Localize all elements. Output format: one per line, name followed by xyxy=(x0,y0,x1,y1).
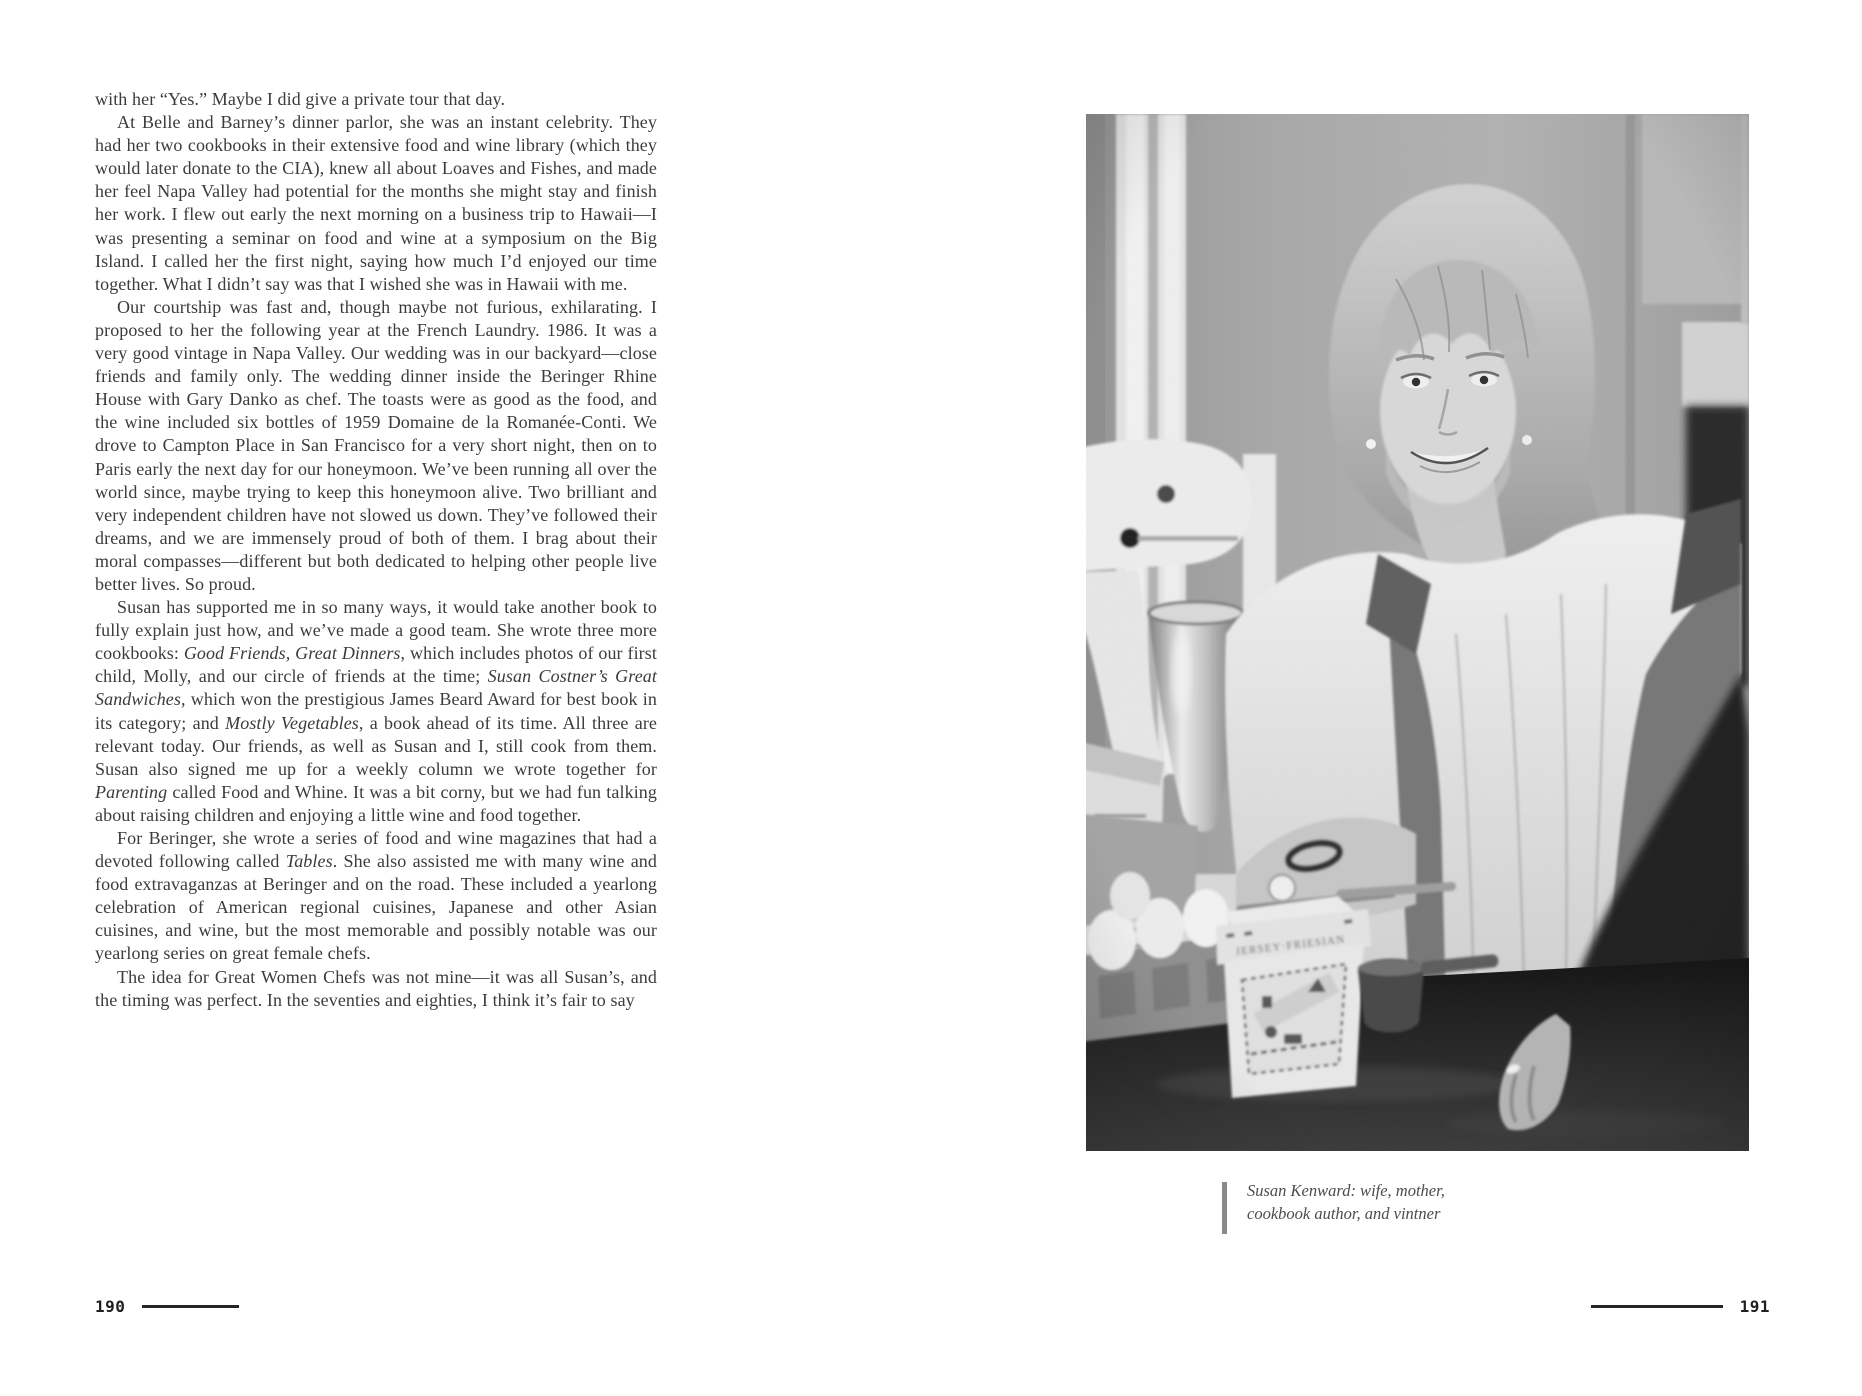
footer-rule-left xyxy=(142,1305,239,1308)
paragraph: For Beringer, she wrote a series of food and wine magazines that had a devoted following called Tables. She also assisted me with many wine and food extravaganzas at Beringer and on the road. These included a yearlong celebration of American regional cuisines, Japanese and other Asian cuisines, and wine, but the most memorable and possibly notable was our yearlong series on great female chefs. xyxy=(95,828,657,964)
photo-svg xyxy=(1086,114,1749,1151)
footer-rule-right xyxy=(1591,1305,1723,1308)
caption-line-1: Susan Kenward: wife, mother, xyxy=(1247,1181,1445,1200)
left-page-footer xyxy=(95,1297,239,1316)
caption-bar xyxy=(1222,1182,1227,1234)
paragraph: Our courtship was fast and, though maybe not furious, exhilarating. I proposed to her the following year at the French Laundry. 1986. It was a very good vintage in Napa Valley. Our wedding was in our backyard—close friends and family only. The wedding dinner inside the Beringer Rhine House with Gary Danko as chef. The toasts were as good as the food, and the wine included six bottles of 1959 Domaine de la Romanée-Conti. We drove to Campton Place in San Francisco for a very short night, then on to Paris early the next day for our honeymoon. We’ve been running all over the world since, maybe trying to keep this honeymoon alive. Two brilliant and very independent children have not slowed us down. They’ve followed their dreams, and we are immensely proud of both of them. I brag about their moral compasses—different but both dedicated to helping other people live better lives. So proud. xyxy=(95,296,657,594)
page-number-right: 191 xyxy=(1739,1297,1770,1316)
caption-line-2: cookbook author, and vintner xyxy=(1247,1203,1441,1223)
right-page-footer xyxy=(1591,1297,1770,1316)
film-grain xyxy=(1086,114,1749,1151)
paragraph: At Belle and Barney’s dinner parlor, she was an instant celebrity. They had her two cookbooks in their extensive food and wine library (which they would later donate to the CIA), knew all about Loaves and Fishes, and made her feel Napa Valley had potential for the months she might stay and finish her work. I flew out early the next morning on a business trip to Hawaii—I was presenting a seminar on food and wine at a symposium on the Big Island. I called her the first night, saying how much I’d enjoyed our time together. What I didn’t say was that I wished she was in Hawaii with me. xyxy=(95,112,657,294)
paragraph: The idea for Great Women Chefs was not mine—it was all Susan’s, and the timing was perfect. In the seventies and eighties, I think it’s fair to say xyxy=(95,966,657,1010)
left-page-body-text xyxy=(95,88,657,1012)
photo-caption xyxy=(1222,1180,1445,1234)
paragraph: with her “Yes.” Maybe I did give a private tour that day. xyxy=(95,89,506,109)
photo-susan-kenward xyxy=(1086,114,1749,1151)
caption-text xyxy=(1247,1180,1445,1225)
paragraph: Susan has supported me in so many ways, it would take another book to fully explain just how, and we’ve made a good team. She wrote three more cookbooks: Good Friends, Great Dinners, which includes photos of our first child, Molly, and our circle of friends at the time; Susan Costner’s Great Sandwiches, which won the prestigious James Beard Award for best book in its category; and Mostly Vegetables, a book ahead of its time. All three are relevant today. Our friends, as well as Susan and I, still cook from them. Susan also signed me up for a weekly column we wrote together for Parenting called Food and Whine. It was a bit corny, but we had fun talking about raising children and enjoying a little wine and food together. xyxy=(95,597,657,825)
page-number-left: 190 xyxy=(95,1297,126,1316)
